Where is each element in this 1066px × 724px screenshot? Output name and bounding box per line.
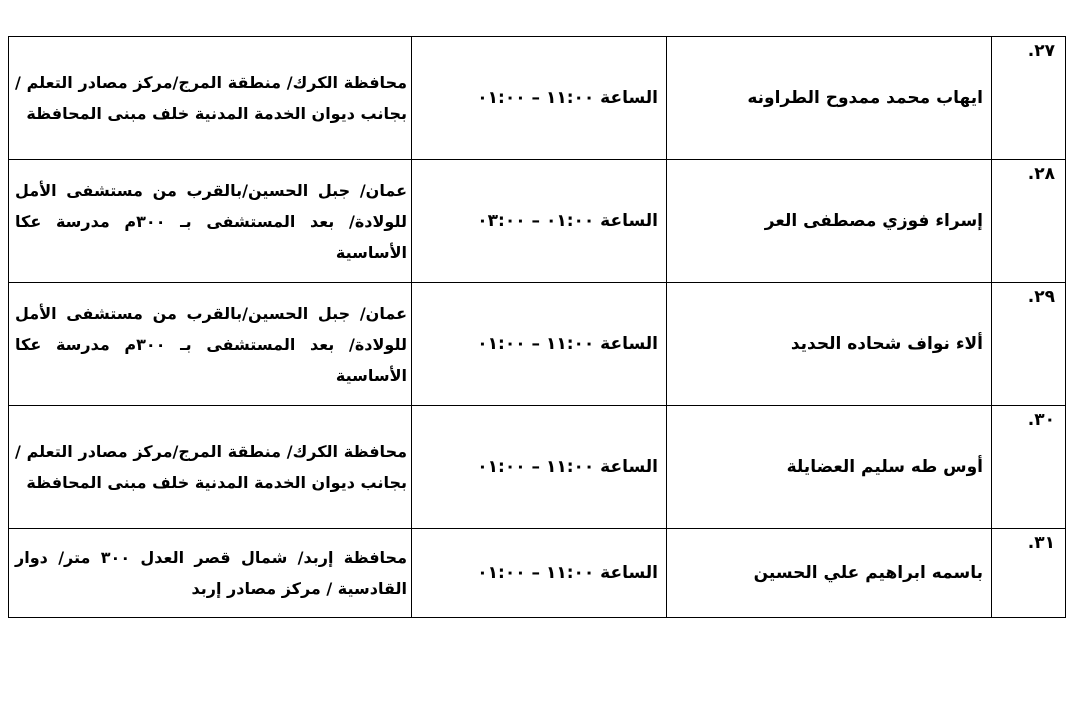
table-row bbox=[9, 406, 1066, 529]
time-slot: الساعة ١١:٠٠ – ٠١:٠٠ bbox=[412, 37, 667, 160]
person-name: أوس طه سليم العضايلة bbox=[667, 406, 992, 529]
time-slot: الساعة ١١:٠٠ – ٠١:٠٠ bbox=[412, 529, 667, 618]
table-row bbox=[9, 283, 1066, 406]
time-slot: الساعة ٠١:٠٠ – ٠٣:٠٠ bbox=[412, 160, 667, 283]
table-row bbox=[9, 160, 1066, 283]
row-number: ٢٩. bbox=[992, 283, 1066, 406]
row-number: ٢٨. bbox=[992, 160, 1066, 283]
location-text: عمان/ جبل الحسين/بالقرب من مستشفى الأمل للولادة/ بعد المستشفى بـ ٣٠٠م مدرسة عكا الأساسية bbox=[9, 283, 412, 406]
location-text: محافظة الكرك/ منطقة المرج/مركز مصادر التعلم / بجانب ديوان الخدمة المدنية خلف مبنى المحافظة bbox=[9, 406, 412, 529]
person-name: ألاء نواف شحاده الحديد bbox=[667, 283, 992, 406]
time-slot: الساعة ١١:٠٠ – ٠١:٠٠ bbox=[412, 406, 667, 529]
table-row bbox=[9, 529, 1066, 618]
time-slot: الساعة ١١:٠٠ – ٠١:٠٠ bbox=[412, 283, 667, 406]
location-text: محافظة الكرك/ منطقة المرج/مركز مصادر التعلم / بجانب ديوان الخدمة المدنية خلف مبنى المحافظة bbox=[9, 37, 412, 160]
row-number: ٣٠. bbox=[992, 406, 1066, 529]
location-text: محافظة إربد/ شمال قصر العدل ٣٠٠ متر/ دوار القادسية / مركز مصادر إربد bbox=[9, 529, 412, 618]
person-name: ايهاب محمد ممدوح الطراونه bbox=[667, 37, 992, 160]
schedule-table bbox=[8, 36, 1066, 618]
row-number: ٣١. bbox=[992, 529, 1066, 618]
person-name: باسمه ابراهيم علي الحسين bbox=[667, 529, 992, 618]
person-name: إسراء فوزي مصطفى العر bbox=[667, 160, 992, 283]
row-number: ٢٧. bbox=[992, 37, 1066, 160]
table-row bbox=[9, 37, 1066, 160]
location-text: عمان/ جبل الحسين/بالقرب من مستشفى الأمل للولادة/ بعد المستشفى بـ ٣٠٠م مدرسة عكا الأساسية bbox=[9, 160, 412, 283]
